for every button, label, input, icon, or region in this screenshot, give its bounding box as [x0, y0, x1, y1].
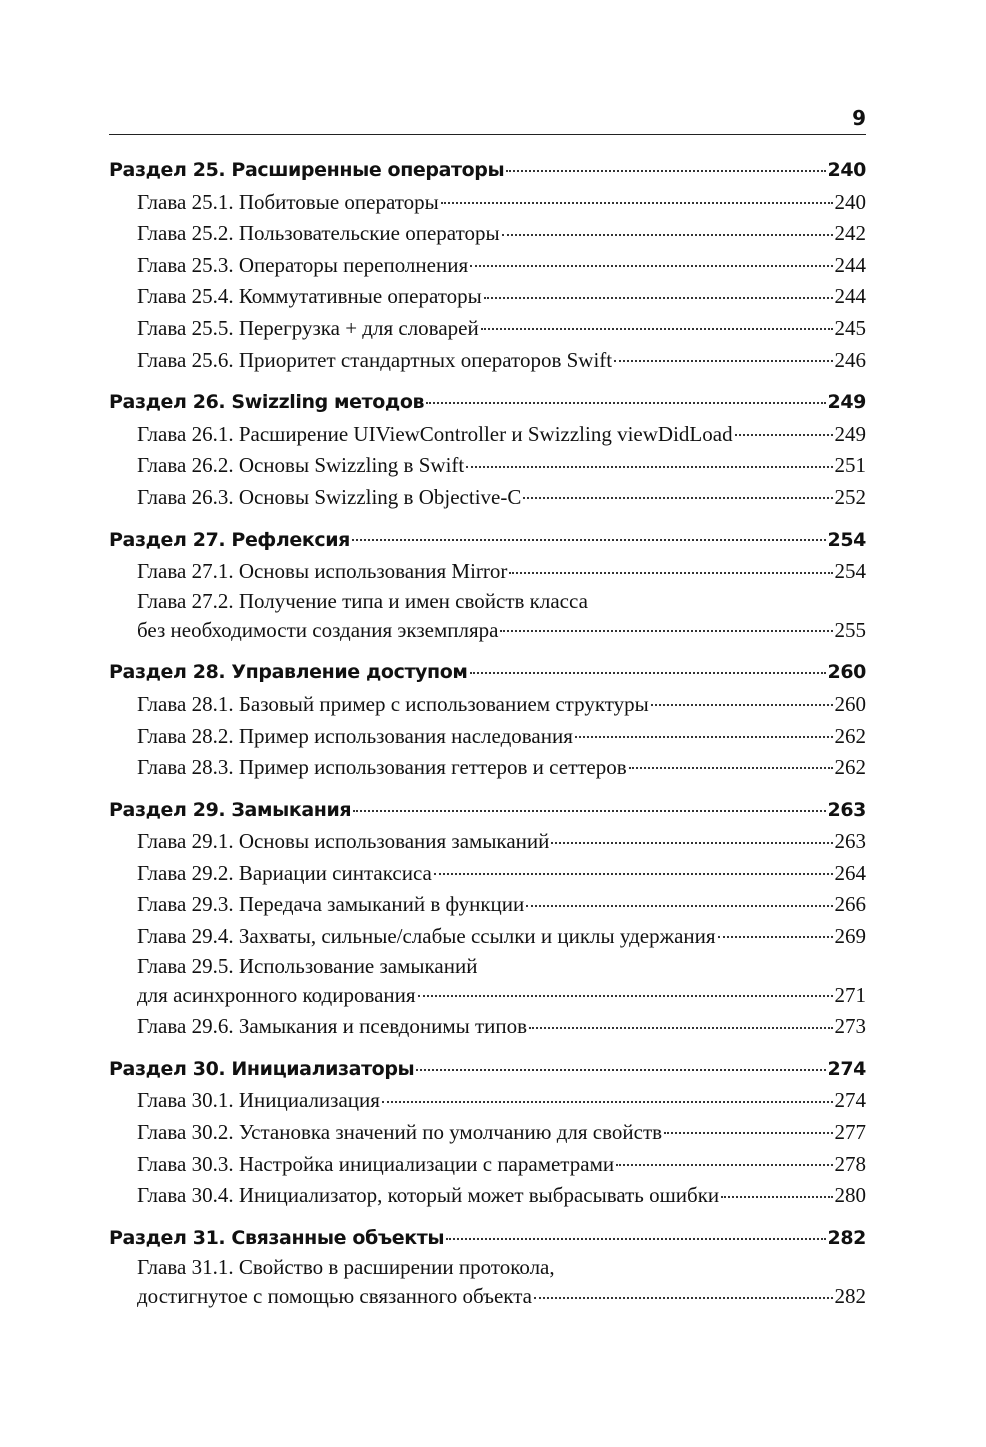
- chapter-entry-title: Глава 25.6. Приоритет стандартных операторов Swift: [137, 347, 613, 372]
- dot-leader: [721, 1177, 832, 1198]
- chapter-entry-title: Глава 30.4. Инициализатор, который может выбрасывать ошибки: [137, 1183, 720, 1208]
- dot-leader: [382, 1082, 833, 1103]
- chapter-entry-title: Глава 30.2. Установка значений по умолчанию для свойств: [137, 1120, 663, 1145]
- toc-section: [109, 387, 866, 513]
- chapter-entry-page: 262: [834, 755, 866, 780]
- chapter-entry-line2: [109, 980, 866, 1012]
- chapter-entry: [109, 1149, 866, 1181]
- dot-leader: [446, 1221, 825, 1240]
- chapter-entry-line2-page: 271: [834, 982, 866, 1007]
- dot-leader: [534, 1278, 833, 1299]
- chapter-entry-title-line1: Глава 29.5. Использование замыканий: [137, 953, 478, 978]
- chapter-entry: [109, 721, 866, 753]
- toc-section: [109, 525, 866, 647]
- section-entry-page: 260: [827, 661, 866, 684]
- toc-section: [109, 1223, 866, 1313]
- chapter-entry-page: 249: [834, 421, 866, 446]
- dot-leader: [481, 309, 833, 330]
- chapter-entry: [109, 921, 866, 953]
- dot-leader: [484, 278, 833, 299]
- chapter-entry-page: 280: [834, 1183, 866, 1208]
- chapter-entry: [109, 689, 866, 721]
- chapter-entry-page: 252: [834, 484, 866, 509]
- chapter-entry-page: 273: [834, 1014, 866, 1039]
- table-of-contents: [109, 155, 866, 1313]
- section-entry-title: Раздел 27. Рефлексия: [109, 528, 350, 551]
- chapter-entry: [109, 313, 866, 345]
- chapter-entry-page: 242: [834, 221, 866, 246]
- section-entry: [109, 1054, 866, 1086]
- dot-leader: [353, 792, 825, 811]
- chapter-entry: [109, 1011, 866, 1043]
- chapter-entry-title: Глава 30.1. Инициализация: [137, 1088, 380, 1113]
- section-entry: [109, 795, 866, 827]
- dot-leader: [470, 655, 826, 674]
- chapter-entry: [109, 1117, 866, 1149]
- dot-leader: [506, 153, 825, 172]
- page-header: [109, 100, 866, 135]
- chapter-entry-title: Глава 29.3. Передача замыканий в функции: [137, 892, 525, 917]
- chapter-entry: [109, 826, 866, 858]
- dot-leader: [352, 522, 826, 541]
- chapter-entry-line2: [109, 615, 866, 647]
- section-entry-title: Раздел 28. Управление доступом: [109, 661, 468, 684]
- toc-section: [109, 1054, 866, 1212]
- toc-section: [109, 795, 866, 1043]
- chapter-entry: [109, 752, 866, 784]
- chapter-entry: [109, 281, 866, 313]
- chapter-entry: [109, 345, 866, 377]
- chapter-entry-title: Глава 26.2. Основы Swizzling в Swift: [137, 453, 465, 478]
- section-entry-page: 282: [827, 1226, 866, 1249]
- dot-leader: [664, 1114, 832, 1135]
- chapter-entry-page: 244: [834, 284, 866, 309]
- section-entry-page: 274: [827, 1057, 866, 1080]
- dot-leader: [614, 341, 832, 362]
- chapter-entry-page: 274: [834, 1088, 866, 1113]
- chapter-entry-title: Глава 26.1. Расширение UIViewController и Swizzling viewDidLoad: [137, 421, 733, 446]
- dot-leader: [434, 854, 833, 875]
- dot-leader: [502, 215, 833, 236]
- dot-leader: [575, 717, 833, 738]
- chapter-entry-title: Глава 25.3. Операторы переполнения: [137, 252, 469, 277]
- section-entry: [109, 525, 866, 557]
- section-entry-page: 263: [827, 798, 866, 821]
- chapter-entry-title: Глава 25.2. Пользовательские операторы: [137, 221, 500, 246]
- section-entry-title: Раздел 31. Связанные объекты: [109, 1226, 445, 1249]
- chapter-entry: [109, 419, 866, 451]
- chapter-entry-title: Глава 29.2. Вариации синтаксиса: [137, 860, 432, 885]
- dot-leader: [523, 478, 832, 499]
- chapter-entry-page: 262: [834, 723, 866, 748]
- chapter-entry-title: Глава 25.5. Перегрузка + для словарей: [137, 315, 479, 340]
- dot-leader: [616, 1145, 832, 1166]
- chapter-entry-page: 245: [834, 315, 866, 340]
- chapter-entry-title: Глава 28.1. Базовый пример с использованием структуры: [137, 691, 649, 716]
- chapter-entry: [109, 858, 866, 890]
- page-number: 9: [852, 106, 866, 130]
- chapter-entry-page: 264: [834, 860, 866, 885]
- dot-leader: [466, 447, 832, 468]
- section-entry-title: Раздел 26. Swizzling методов: [109, 391, 425, 414]
- chapter-entry-page: 269: [834, 924, 866, 949]
- chapter-entry-page: 251: [834, 453, 866, 478]
- dot-leader: [426, 385, 825, 404]
- chapter-entry-title: Глава 26.3. Основы Swizzling в Objective-C: [137, 484, 522, 509]
- dot-leader: [529, 1008, 832, 1029]
- chapter-entry-line2-title: без необходимости создания экземпляра: [137, 617, 499, 642]
- chapter-entry: [109, 250, 866, 282]
- chapter-entry-page: 240: [834, 189, 866, 214]
- chapter-entry-title: Глава 29.6. Замыкания и псевдонимы типов: [137, 1014, 528, 1039]
- chapter-entry-title: Глава 25.4. Коммутативные операторы: [137, 284, 482, 309]
- dot-leader: [735, 415, 833, 436]
- section-entry: [109, 1223, 866, 1255]
- chapter-entry: [109, 588, 866, 647]
- dot-leader: [416, 1052, 825, 1071]
- chapter-entry-title: Глава 28.2. Пример использования наследования: [137, 723, 573, 748]
- chapter-entry-page: 244: [834, 252, 866, 277]
- chapter-entry-title-line1: Глава 27.2. Получение типа и имен свойств класса: [137, 588, 588, 613]
- dot-leader: [651, 685, 833, 706]
- chapter-entry-title: Глава 25.1. Побитовые операторы: [137, 189, 439, 214]
- dot-leader: [500, 611, 832, 632]
- section-entry: [109, 657, 866, 689]
- toc-page: [109, 100, 866, 1324]
- chapter-entry-title: Глава 30.3. Настройка инициализации с параметрами: [137, 1151, 615, 1176]
- chapter-entry-line2: [109, 1281, 866, 1313]
- chapter-entry: [109, 450, 866, 482]
- section-entry-title: Раздел 30. Инициализаторы: [109, 1057, 415, 1080]
- dot-leader: [551, 823, 832, 844]
- section-entry-title: Раздел 29. Замыкания: [109, 798, 352, 821]
- chapter-entry-line2-page: 255: [834, 617, 866, 642]
- chapter-entry-page: 266: [834, 892, 866, 917]
- chapter-entry: [109, 482, 866, 514]
- chapter-entry-page: 263: [834, 829, 866, 854]
- section-entry: [109, 155, 866, 187]
- chapter-entry: [109, 1085, 866, 1117]
- chapter-entry-title: Глава 27.1. Основы использования Mirror: [137, 559, 508, 584]
- section-entry-page: 249: [827, 391, 866, 414]
- chapter-entry-title: Глава 29.1. Основы использования замыканий: [137, 829, 550, 854]
- dot-leader: [470, 246, 832, 267]
- chapter-entry: [109, 187, 866, 219]
- chapter-entry: [109, 953, 866, 1012]
- chapter-entry-page: 260: [834, 691, 866, 716]
- chapter-entry: [109, 889, 866, 921]
- chapter-entry-line2-title: для асинхронного кодирования: [137, 982, 416, 1007]
- toc-section: [109, 155, 866, 376]
- chapter-entry-line2-title: достигнутое с помощью связанного объекта: [137, 1284, 532, 1309]
- dot-leader: [509, 553, 832, 574]
- chapter-entry-title: Глава 28.3. Пример использования геттеров и сеттеров: [137, 755, 627, 780]
- chapter-entry-page: 246: [834, 347, 866, 372]
- chapter-entry-line2-page: 282: [834, 1284, 866, 1309]
- chapter-entry-page: 254: [834, 559, 866, 584]
- toc-section: [109, 657, 866, 783]
- chapter-entry: [109, 556, 866, 588]
- chapter-entry: [109, 1180, 866, 1212]
- dot-leader: [526, 886, 832, 907]
- section-entry-title: Раздел 25. Расширенные операторы: [109, 159, 505, 181]
- section-entry-page: 240: [827, 159, 866, 181]
- chapter-entry: [109, 1254, 866, 1313]
- chapter-entry-page: 278: [834, 1151, 866, 1176]
- dot-leader: [441, 183, 833, 204]
- chapter-entry-title-line1: Глава 31.1. Свойство в расширении протокола,: [137, 1255, 555, 1280]
- dot-leader: [629, 749, 833, 770]
- section-entry-page: 254: [827, 528, 866, 551]
- dot-leader: [418, 976, 833, 997]
- chapter-entry: [109, 218, 866, 250]
- dot-leader: [718, 918, 833, 939]
- chapter-entry-page: 277: [834, 1120, 866, 1145]
- section-entry: [109, 387, 866, 419]
- chapter-entry-title: Глава 29.4. Захваты, сильные/слабые ссылки и циклы удержания: [137, 924, 716, 949]
